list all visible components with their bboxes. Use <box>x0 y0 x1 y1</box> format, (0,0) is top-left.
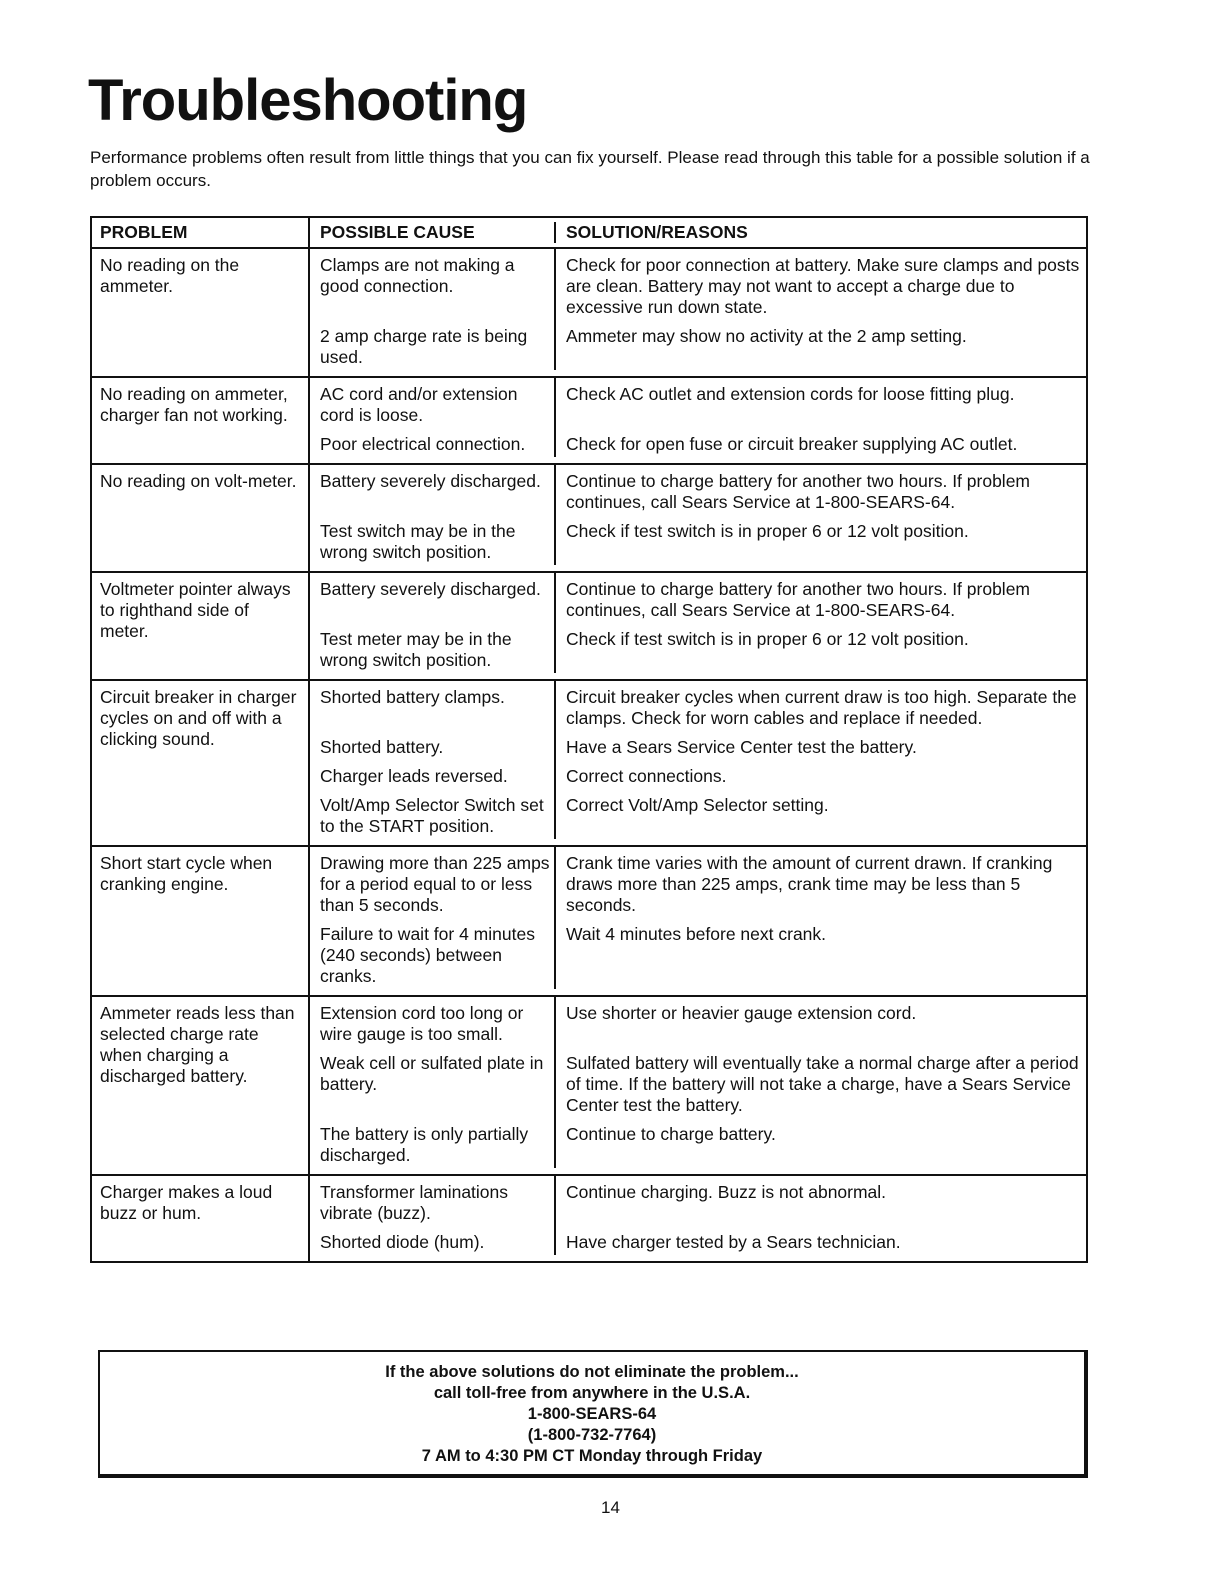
cause-cell: Test meter may be in the wrong switch position. <box>310 623 556 673</box>
cause-cell: Drawing more than 225 amps for a period equal to or less than 5 seconds. <box>310 847 556 918</box>
problem-cell: Charger makes a loud buzz or hum. <box>92 1176 310 1261</box>
solution-cell: Continue to charge battery. <box>566 1124 776 1144</box>
cause-cell: Charger leads reversed. <box>310 760 556 789</box>
intro-paragraph: Performance problems often result from little things that you can fix yourself. Please read through this table for a possible solution if a problem occurs. <box>90 148 1090 190</box>
problem-cell: No reading on ammeter, charger fan not working. <box>92 378 310 463</box>
notice-line-1: If the above solutions do not eliminate the problem... <box>385 1363 799 1381</box>
solution-cell: Ammeter may show no activity at the 2 amp setting. <box>566 326 967 346</box>
cause-cell: Weak cell or sulfated plate in battery. <box>310 1047 556 1118</box>
table-row <box>92 378 1086 465</box>
notice-phone: 1-800-SEARS-64 <box>527 1405 657 1423</box>
cause-cell: Battery severely discharged. <box>310 465 556 515</box>
cause-cell: Extension cord too long or wire gauge is too small. <box>310 997 556 1047</box>
solution-cell: Check for open fuse or circuit breaker supplying AC outlet. <box>566 434 1018 454</box>
cause-cell: Volt/Amp Selector Switch set to the START position. <box>310 789 556 839</box>
solution-cell: Continue to charge battery for another two hours. If problem continues, call Sears Service at 1-800-SEARS-64. <box>566 471 1031 512</box>
cause-cell: Test switch may be in the wrong switch position. <box>310 515 556 565</box>
problem-cell: Ammeter reads less than selected charge rate when charging a discharged battery. <box>92 997 310 1174</box>
solution-cell: Correct Volt/Amp Selector setting. <box>566 795 829 815</box>
solution-cell: Crank time varies with the amount of current drawn. If cranking draws more than 225 amps, crank time may be less than 5 seconds. <box>566 853 1053 915</box>
solution-cell: Check if test switch is in proper 6 or 12 volt position. <box>566 629 969 649</box>
cause-cell: Shorted battery clamps. <box>310 681 556 731</box>
help-notice-box <box>98 1350 1088 1478</box>
table-row <box>92 465 1086 573</box>
table-row <box>92 1176 1086 1261</box>
solution-cell: Continue charging. Buzz is not abnormal. <box>566 1182 887 1202</box>
problem-cell: Circuit breaker in charger cycles on and off with a clicking sound. <box>92 681 310 845</box>
table-row <box>92 997 1086 1176</box>
solution-cell: Have charger tested by a Sears technician. <box>566 1232 901 1252</box>
header-cause: POSSIBLE CAUSE <box>310 222 556 243</box>
solution-cell: Check for poor connection at battery. Make sure clamps and posts are clean. Battery may not want to accept a charge due to excessive run down state. <box>566 255 1080 317</box>
solution-cell: Continue to charge battery for another two hours. If problem continues, call Sears Service at 1-800-SEARS-64. <box>566 579 1031 620</box>
problem-cell: No reading on the ammeter. <box>92 249 310 376</box>
problem-cell: Voltmeter pointer always to righthand side of meter. <box>92 573 310 679</box>
cause-cell: AC cord and/or extension cord is loose. <box>310 378 556 428</box>
problem-cell: No reading on volt-meter. <box>92 465 310 571</box>
solution-cell: Have a Sears Service Center test the battery. <box>566 737 917 757</box>
cause-cell: Transformer laminations vibrate (buzz). <box>310 1176 556 1226</box>
cause-cell: Failure to wait for 4 minutes (240 seconds) between cranks. <box>310 918 556 989</box>
table-row <box>92 681 1086 847</box>
notice-hours: 7 AM to 4:30 PM CT Monday through Friday <box>421 1447 763 1465</box>
solution-cell: Use shorter or heavier gauge extension cord. <box>566 1003 917 1023</box>
cause-cell: 2 amp charge rate is being used. <box>310 320 556 370</box>
cause-cell: The battery is only partially discharged. <box>310 1118 556 1168</box>
notice-phone-numeric: (1-800-732-7764) <box>527 1426 657 1444</box>
notice-line-2: call toll-free from anywhere in the U.S.A. <box>433 1384 751 1402</box>
solution-cell: Wait 4 minutes before next crank. <box>566 924 827 944</box>
table-row <box>92 573 1086 681</box>
solution-cell: Check if test switch is in proper 6 or 12 volt position. <box>566 521 969 541</box>
page-number: 14 <box>601 1498 620 1517</box>
cause-cell: Shorted battery. <box>310 731 556 760</box>
solution-cell: Circuit breaker cycles when current draw is too high. Separate the clamps. Check for worn cables and replace if needed. <box>566 687 1077 728</box>
header-solution: SOLUTION/REASONS <box>566 222 748 242</box>
cause-cell: Battery severely discharged. <box>310 573 556 623</box>
page-title: Troubleshooting <box>88 68 528 133</box>
table-row <box>92 847 1086 997</box>
troubleshooting-table <box>90 216 1088 1263</box>
table-row <box>92 249 1086 378</box>
solution-cell: Check AC outlet and extension cords for loose fitting plug. <box>566 384 1015 404</box>
cause-cell: Clamps are not making a good connection. <box>310 249 556 320</box>
problem-cell: Short start cycle when cranking engine. <box>92 847 310 995</box>
cause-cell: Poor electrical connection. <box>310 428 556 457</box>
solution-cell: Correct connections. <box>566 766 727 786</box>
cause-cell: Shorted diode (hum). <box>310 1226 556 1255</box>
table-header-row <box>92 218 1086 249</box>
header-problem: PROBLEM <box>92 218 310 247</box>
solution-cell: Sulfated battery will eventually take a normal charge after a period of time. If the battery will not take a charge, have a Sears Service Center test the battery. <box>566 1053 1079 1115</box>
